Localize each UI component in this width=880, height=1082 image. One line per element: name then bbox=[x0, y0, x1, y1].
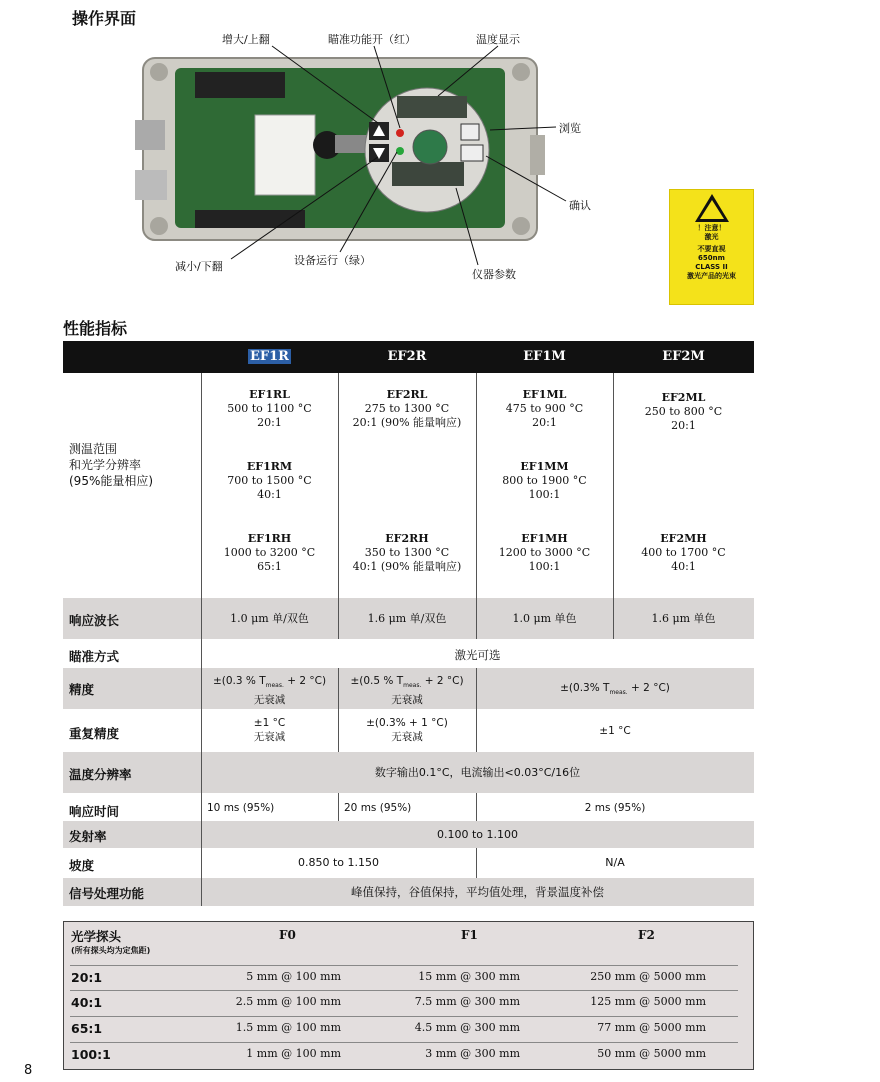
signal-value: 峰值保持，谷值保持，平均值处理，背景温度补偿 bbox=[351, 885, 604, 899]
spot-cell: 50 mm @ 5000 mm bbox=[597, 1047, 706, 1060]
signal-label: 信号处理功能 bbox=[69, 886, 145, 901]
ratio-label: 65:1 bbox=[71, 1021, 103, 1036]
resp-time-cell: 10 ms (95%) bbox=[207, 802, 275, 814]
spot-cell: 2.5 mm @ 100 mm bbox=[235, 995, 341, 1008]
emissivity-value: 0.100 to 1.100 bbox=[436, 828, 519, 841]
laser-warning-label bbox=[669, 189, 754, 305]
header-f1: F1 bbox=[461, 928, 478, 942]
repeat-cell: ±1 °C bbox=[599, 725, 631, 737]
column-divider bbox=[476, 373, 477, 639]
spot-cell: 5 mm @ 100 mm bbox=[246, 970, 341, 983]
ratio-label: 20:1 bbox=[71, 970, 103, 985]
range-cell: EF2ML 250 to 800 °C 20:1 bbox=[644, 391, 723, 432]
spot-cell: 3 mm @ 300 mm bbox=[425, 1047, 520, 1060]
temp-res-value: 数字输出0.1°C，电流输出<0.03°C/16位 bbox=[374, 766, 581, 779]
laser-label-line: ！注意！ bbox=[697, 224, 726, 232]
spot-cell: 7.5 mm @ 300 mm bbox=[414, 995, 520, 1008]
column-divider bbox=[476, 793, 477, 821]
resp-time-label: 响应时间 bbox=[69, 804, 120, 819]
header-f2: F2 bbox=[638, 928, 655, 942]
slope-cell: 0.850 to 1.150 bbox=[297, 856, 380, 869]
emissivity-label: 发射率 bbox=[69, 829, 107, 844]
range-label: 测温范围 和光学分辨率 (95%能量相应) bbox=[69, 442, 154, 488]
laser-label-line: 不要直视 bbox=[697, 245, 726, 253]
range-cell: EF1MH 1200 to 3000 °C 100:1 bbox=[498, 532, 591, 573]
spot-cell: 15 mm @ 300 mm bbox=[418, 970, 520, 983]
slope-cell: N/A bbox=[605, 856, 625, 869]
operation-title: 操作界面 bbox=[72, 9, 137, 28]
header-f0: F0 bbox=[279, 928, 296, 942]
optics-title: 光学探头 bbox=[71, 929, 122, 944]
aiming-label: 瞄准方式 bbox=[69, 649, 120, 664]
callout-aim-on: 瞄准功能开（红） bbox=[328, 33, 416, 46]
column-divider bbox=[613, 373, 614, 639]
accuracy-cell: ±(0.3 % $T_{meas.} + 2$ °C) 无衰减 bbox=[212, 675, 327, 707]
column-divider bbox=[338, 598, 339, 639]
optics-subtitle: (所有探头均为定焦距) bbox=[71, 946, 151, 955]
ratio-label: 100:1 bbox=[71, 1047, 111, 1062]
optics-table bbox=[63, 921, 754, 1070]
callout-browse: 浏览 bbox=[559, 122, 581, 135]
accuracy-cell: ±(0.5 % $T_{meas.} + 2$ °C) 无衰减 bbox=[350, 675, 464, 707]
row-divider bbox=[70, 1016, 738, 1017]
column-divider bbox=[476, 848, 477, 878]
column-divider bbox=[338, 373, 339, 598]
laser-label-line: 650nm bbox=[698, 254, 725, 262]
accuracy-label: 精度 bbox=[69, 682, 95, 697]
range-cell: EF1RM 700 to 1500 °C 40:1 bbox=[227, 460, 312, 501]
repeat-label: 重复精度 bbox=[69, 726, 120, 741]
row-divider bbox=[70, 1042, 738, 1043]
aiming-value: 激光可选 bbox=[454, 648, 501, 662]
spot-cell: 250 mm @ 5000 mm bbox=[590, 970, 706, 983]
laser-label-line: CLASS II bbox=[695, 263, 728, 271]
ratio-label: 40:1 bbox=[71, 995, 103, 1010]
row-divider bbox=[70, 990, 738, 991]
laser-label-line: 激光产品的光束 bbox=[687, 272, 736, 280]
header-ef2r: EF2R bbox=[338, 341, 476, 373]
page-number: 8 bbox=[24, 1063, 33, 1078]
spot-cell: 1.5 mm @ 100 mm bbox=[235, 1021, 341, 1034]
repeat-cell: ±1 °C 无衰减 bbox=[253, 717, 286, 743]
header-ef1r: EF1R bbox=[201, 341, 338, 373]
spot-cell: 77 mm @ 5000 mm bbox=[597, 1021, 706, 1034]
range-cell: EF1MM 800 to 1900 °C 100:1 bbox=[502, 460, 587, 501]
resp-time-cell: 20 ms (95%) bbox=[344, 802, 412, 814]
laser-label-line: 激光 bbox=[704, 233, 719, 241]
callout-confirm: 确认 bbox=[569, 199, 591, 212]
header-ef1m: EF1M bbox=[476, 341, 613, 373]
resp-time-cell: 2 ms (95%) bbox=[584, 802, 646, 814]
range-cell: EF2RL 275 to 1300 °C 20:1 (90% 能量响应) bbox=[352, 388, 462, 429]
slope-label: 坡度 bbox=[69, 858, 95, 873]
wavelength-label: 响应波长 bbox=[69, 613, 120, 628]
column-divider bbox=[201, 373, 202, 906]
row-divider bbox=[70, 965, 738, 966]
spot-cell: 4.5 mm @ 300 mm bbox=[414, 1021, 520, 1034]
range-cell: EF2RH 350 to 1300 °C 40:1 (90% 能量响应) bbox=[352, 532, 462, 573]
range-cell: EF1ML 475 to 900 °C 20:1 bbox=[505, 388, 584, 429]
column-divider bbox=[338, 793, 339, 821]
accuracy-cell: ±(0.3% $T_{meas.} + 2$ °C) bbox=[560, 682, 670, 697]
spec-table bbox=[63, 341, 754, 906]
wavelength-cell: 1.6 μm 单色 bbox=[651, 612, 716, 625]
range-cell: EF1RL 500 to 1100 °C 20:1 bbox=[227, 388, 312, 429]
callout-temp-display: 温度显示 bbox=[476, 33, 520, 46]
wavelength-cell: 1.0 μm 单/双色 bbox=[230, 612, 309, 625]
spot-cell: 1 mm @ 100 mm bbox=[246, 1047, 341, 1060]
wavelength-cell: 1.6 μm 单/双色 bbox=[367, 612, 447, 625]
laser-warning-icon bbox=[695, 194, 729, 222]
wavelength-cell: 1.0 μm 单色 bbox=[512, 612, 577, 625]
performance-title: 性能指标 bbox=[63, 319, 128, 338]
callout-increase-up: 增大/上翻 bbox=[222, 33, 270, 46]
range-cell: EF2MH 400 to 1700 °C 40:1 bbox=[641, 532, 726, 573]
callout-params: 仪器参数 bbox=[472, 268, 516, 281]
temp-res-label: 温度分辨率 bbox=[69, 767, 132, 782]
callout-running: 设备运行（绿） bbox=[294, 254, 371, 267]
column-divider bbox=[338, 668, 339, 752]
repeat-cell: ±(0.3% + 1 °C) 无衰减 bbox=[366, 717, 448, 743]
range-cell: EF1RH 1000 to 3200 °C 65:1 bbox=[223, 532, 316, 573]
spot-cell: 125 mm @ 5000 mm bbox=[590, 995, 706, 1008]
column-divider bbox=[476, 668, 477, 752]
callout-decrease-down: 减小/下翻 bbox=[175, 260, 223, 273]
header-ef2m: EF2M bbox=[613, 341, 754, 373]
